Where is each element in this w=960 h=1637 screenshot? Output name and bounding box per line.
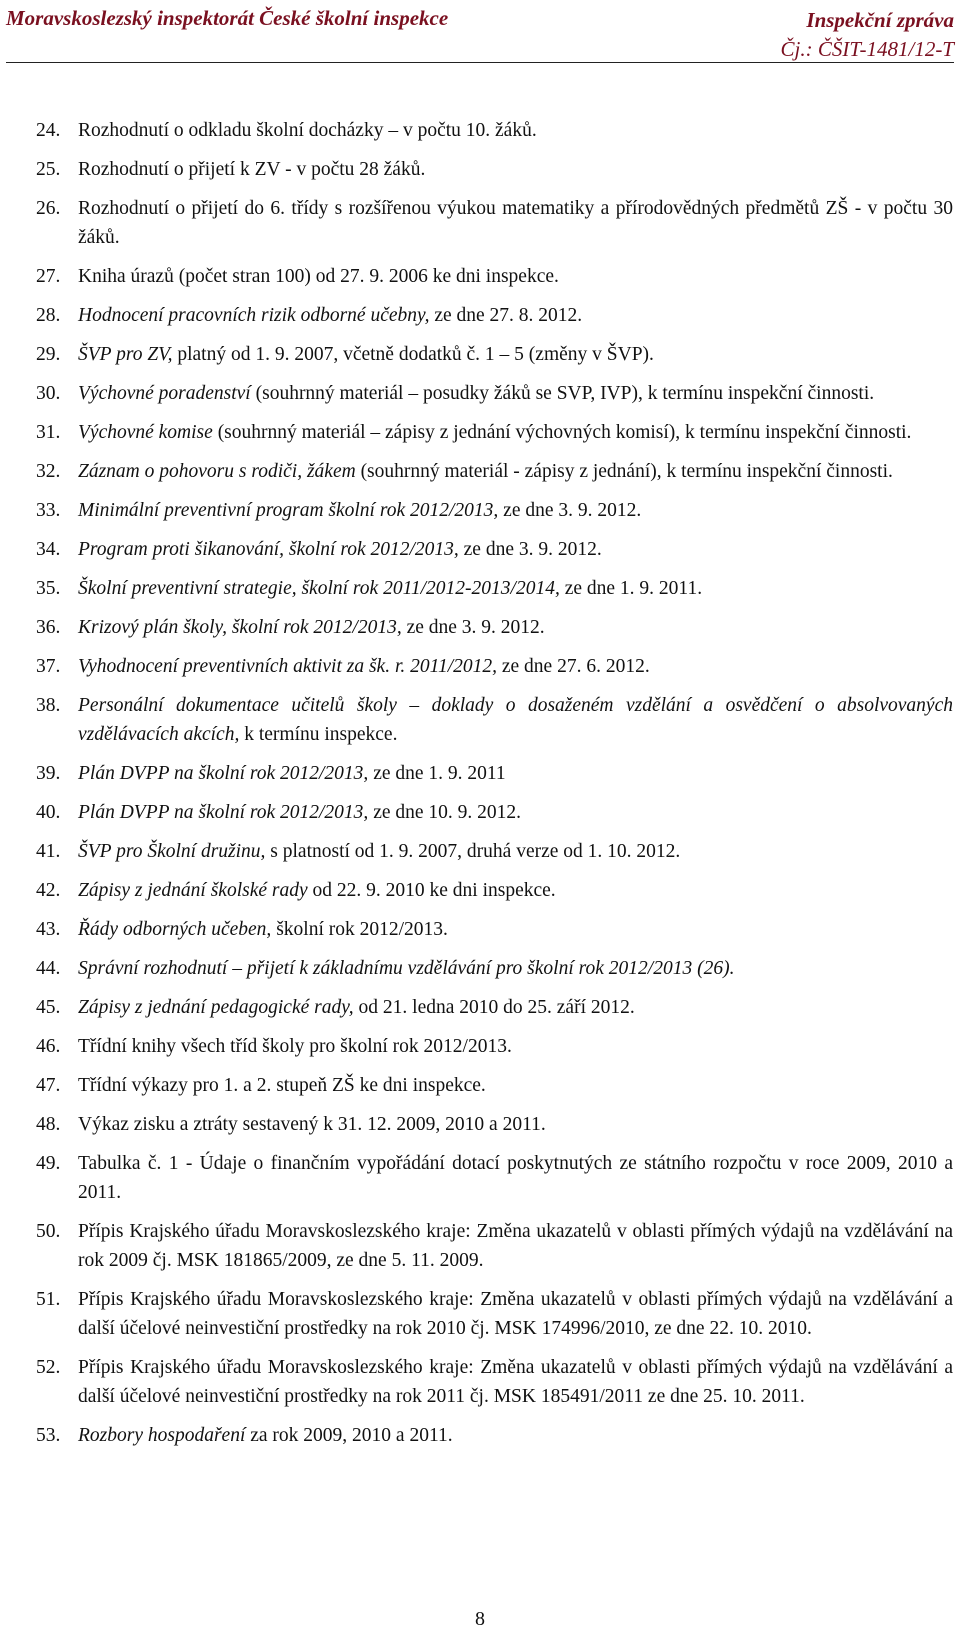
list-item-number: 44. <box>36 958 61 979</box>
list-item-number: 43. <box>36 919 61 940</box>
list-item <box>36 574 953 603</box>
description-text: Rozhodnutí o přijetí k ZV - v počtu 28 žáků. <box>78 159 426 180</box>
description-text: ze dne 10. 9. 2012. <box>368 802 522 823</box>
list-item-number: 30. <box>36 383 61 404</box>
description-text: Kniha úrazů (počet stran 100) od 27. 9. 2006 ke dni inspekce. <box>78 266 559 287</box>
list-item <box>36 613 953 642</box>
list-item <box>36 954 953 983</box>
list-item-text <box>78 194 953 252</box>
list-item-number: 26. <box>36 198 61 219</box>
header-organization: Moravskoslezský inspektorát České školní inspekce <box>6 6 449 30</box>
list-item-text <box>78 262 953 291</box>
list-item-number: 46. <box>36 1036 61 1057</box>
list-item <box>36 1353 953 1411</box>
list-item-text <box>78 155 953 184</box>
description-text: od 21. ledna 2010 do 25. září 2012. <box>353 997 635 1018</box>
list-item-number: 38. <box>36 695 61 716</box>
list-item <box>36 340 953 369</box>
list-item-number: 28. <box>36 305 61 326</box>
list-item <box>36 301 953 330</box>
list-item-number: 35. <box>36 578 61 599</box>
page-header <box>6 4 954 63</box>
description-text: od 22. 9. 2010 ke dni inspekce. <box>307 880 556 901</box>
document-title-text: Krizový plán školy, školní rok 2012/2013, <box>78 617 402 638</box>
list-item-number: 39. <box>36 763 61 784</box>
list-item <box>36 691 953 749</box>
description-text: ze dne 1. 9. 2011. <box>559 578 703 599</box>
list-item-text <box>78 759 953 788</box>
description-text: Rozhodnutí o přijetí do 6. třídy s rozšířenou výukou matematiky a přírodovědných předmětů ZŠ - v počtu 30 žáků. <box>78 198 953 248</box>
list-item <box>36 993 953 1022</box>
document-title-text: Plán DVPP na školní rok 2012/2013, <box>78 763 369 784</box>
list-item-number: 36. <box>36 617 61 638</box>
description-text: ze dne 3. 9. 2012. <box>458 539 602 560</box>
list-item-text <box>78 116 953 145</box>
list-item-number: 37. <box>36 656 61 677</box>
list-item-text <box>78 798 953 827</box>
list-item-text <box>78 1353 953 1411</box>
list-item-text <box>78 535 953 564</box>
list-item-number: 47. <box>36 1075 61 1096</box>
description-text: za rok 2009, 2010 a 2011. <box>245 1425 453 1446</box>
list-item <box>36 535 953 564</box>
description-text: ze dne 27. 6. 2012. <box>496 656 650 677</box>
document-title-text: Zápisy z jednání školské rady <box>78 880 308 901</box>
list-item <box>36 1071 953 1100</box>
list-item-text <box>78 457 953 486</box>
header-report-info <box>781 6 954 64</box>
description-text: ze dne 3. 9. 2012. <box>401 617 545 638</box>
list-item-number: 45. <box>36 997 61 1018</box>
description-text: (souhrnný materiál - zápisy z jednání), k termínu inspekční činnosti. <box>355 461 893 482</box>
document-title-text: Program proti šikanování, školní rok 2012/2013, <box>78 539 459 560</box>
list-item-number: 25. <box>36 159 61 180</box>
document-title-text: Školní preventivní strategie, školní rok 2011/2012-2013/2014, <box>78 578 560 599</box>
document-title-text: Rozbory hospodaření <box>78 1425 246 1446</box>
description-text: Přípis Krajského úřadu Moravskoslezského kraje: Změna ukazatelů v oblasti přímých výdajů na vzdělávání a další účelové neinvestiční prostředky na rok 2010 čj. MSK 174996/2010, ze dne 22. 10. 2010. <box>78 1289 953 1339</box>
list-item <box>36 837 953 866</box>
document-title-text: Personální dokumentace učitelů školy – doklady o dosaženém vzdělání a osvědčení o absolvovaných vzdělávacích akcích, <box>78 695 953 745</box>
list-item <box>36 496 953 525</box>
list-item-text <box>78 652 953 681</box>
description-text: Přípis Krajského úřadu Moravskoslezského kraje: Změna ukazatelů v oblasti přímých výdajů na vzdělávání na rok 2009 čj. MSK 181865/2009, ze dne 5. 11. 2009. <box>78 1221 953 1271</box>
list-item <box>36 1110 953 1139</box>
list-item-number: 40. <box>36 802 61 823</box>
header-report-title: Inspekční zpráva <box>806 8 954 32</box>
list-item-number: 27. <box>36 266 61 287</box>
list-item <box>36 876 953 905</box>
list-item <box>36 155 953 184</box>
document-title-text: ŠVP pro ZV, <box>78 344 173 365</box>
list-item-number: 32. <box>36 461 61 482</box>
document-title-text: Plán DVPP na školní rok 2012/2013, <box>78 802 369 823</box>
list-item-number: 33. <box>36 500 61 521</box>
document-title-text: Výchovné poradenství <box>78 383 251 404</box>
list-item <box>36 1217 953 1275</box>
list-item <box>36 379 953 408</box>
description-text: Třídní výkazy pro 1. a 2. stupeň ZŠ ke dni inspekce. <box>78 1075 486 1096</box>
list-item-number: 48. <box>36 1114 61 1135</box>
description-text: ze dne 3. 9. 2012. <box>498 500 642 521</box>
description-text: s platností od 1. 9. 2007, druhá verze od 1. 10. 2012. <box>265 841 681 862</box>
list-item <box>36 1285 953 1343</box>
list-item-number: 49. <box>36 1153 61 1174</box>
list-item-text <box>78 379 953 408</box>
description-text: Rozhodnutí o odkladu školní docházky – v počtu 10. žáků. <box>78 120 537 141</box>
list-item-text <box>78 613 953 642</box>
document-title-text: ŠVP pro Školní družinu, <box>78 841 266 862</box>
list-item <box>36 798 953 827</box>
list-item-number: 31. <box>36 422 61 443</box>
list-item <box>36 652 953 681</box>
description-text: platný od 1. 9. 2007, včetně dodatků č. 1 – 5 (změny v ŠVP). <box>172 344 654 365</box>
description-text: školní rok 2012/2013. <box>271 919 448 940</box>
description-text: k termínu inspekce. <box>239 724 398 745</box>
list-item-number: 50. <box>36 1221 61 1242</box>
list-item <box>36 759 953 788</box>
document-title-text: Hodnocení pracovních rizik odborné učebny, <box>78 305 430 326</box>
description-text: ze dne 27. 8. 2012. <box>429 305 583 326</box>
list-item-text <box>78 691 953 749</box>
list-item <box>36 1149 953 1207</box>
list-item <box>36 1421 953 1450</box>
list-item-number: 24. <box>36 120 61 141</box>
list-item-number: 41. <box>36 841 61 862</box>
document-title-text: Správní rozhodnutí – přijetí k základnímu vzdělávání pro školní rok 2012/2013 (26). <box>78 958 735 979</box>
list-item-text <box>78 1032 953 1061</box>
list-item-text <box>78 340 953 369</box>
page-number: 8 <box>475 1608 485 1630</box>
list-item-text <box>78 993 953 1022</box>
document-title-text: Výchovné komise <box>78 422 213 443</box>
document-title-text: Záznam o pohovoru s rodiči, žákem <box>78 461 356 482</box>
list-item-number: 53. <box>36 1425 61 1446</box>
list-item-text <box>78 915 953 944</box>
description-text: Tabulka č. 1 - Údaje o finančním vypořádání dotací poskytnutých ze státního rozpočtu v roce 2009, 2010 a 2011. <box>78 1153 953 1203</box>
document-title-text: Vyhodnocení preventivních aktivit za šk. r. 2011/2012, <box>78 656 497 677</box>
list-item-text <box>78 1217 953 1275</box>
list-item-text <box>78 301 953 330</box>
description-text: ze dne 1. 9. 2011 <box>368 763 506 784</box>
list-item-number: 51. <box>36 1289 61 1310</box>
list-item-text <box>78 837 953 866</box>
list-item <box>36 418 953 447</box>
list-item-number: 29. <box>36 344 61 365</box>
list-item-text <box>78 1071 953 1100</box>
description-text: Třídní knihy všech tříd školy pro školní rok 2012/2013. <box>78 1036 512 1057</box>
header-reference-number: Čj.: ČŠIT-1481/12-T <box>780 37 954 61</box>
list-item-text <box>78 418 953 447</box>
description-text: (souhrnný materiál – zápisy z jednání výchovných komisí), k termínu inspekční činnosti. <box>212 422 912 443</box>
document-title-text: Zápisy z jednání pedagogické rady, <box>78 997 354 1018</box>
description-text: Výkaz zisku a ztráty sestavený k 31. 12. 2009, 2010 a 2011. <box>78 1114 546 1135</box>
list-item-text <box>78 574 953 603</box>
list-item <box>36 194 953 252</box>
document-title-text: Minimální preventivní program školní rok 2012/2013, <box>78 500 499 521</box>
list-item-text <box>78 1285 953 1343</box>
list-item <box>36 262 953 291</box>
description-text: (souhrnný materiál – posudky žáků se SVP, IVP), k termínu inspekční činnosti. <box>250 383 875 404</box>
list-item-number: 42. <box>36 880 61 901</box>
list-item-text <box>78 496 953 525</box>
list-item <box>36 116 953 145</box>
list-item <box>36 1032 953 1061</box>
list-item-number: 52. <box>36 1357 61 1378</box>
list-item-text <box>78 1421 953 1450</box>
description-text: Přípis Krajského úřadu Moravskoslezského kraje: Změna ukazatelů v oblasti přímých výdajů na vzdělávání a další účelové neinvestiční prostředky na rok 2011 čj. MSK 185491/2011 ze dne 25. 10. 2011. <box>78 1357 953 1407</box>
list-item-text <box>78 954 953 983</box>
list-item-number: 34. <box>36 539 61 560</box>
document-list <box>36 116 953 1460</box>
list-item-text <box>78 876 953 905</box>
list-item-text <box>78 1110 953 1139</box>
list-item <box>36 915 953 944</box>
list-item-text <box>78 1149 953 1207</box>
document-title-text: Řády odborných učeben, <box>78 919 272 940</box>
list-item <box>36 457 953 486</box>
